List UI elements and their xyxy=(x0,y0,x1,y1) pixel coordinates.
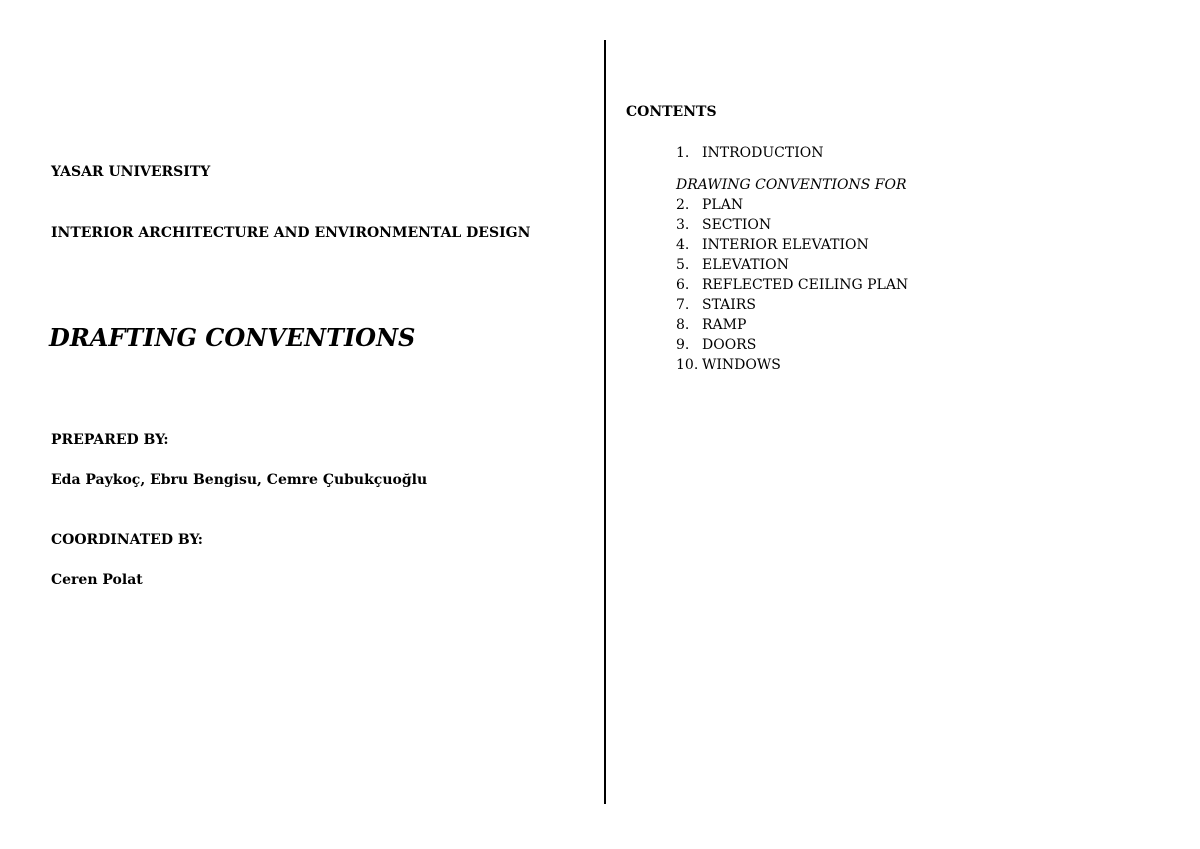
toc-item xyxy=(676,335,908,355)
toc-item xyxy=(676,143,908,163)
document-title: DRAFTING CONVENTIONS xyxy=(49,323,416,352)
toc-item xyxy=(676,295,908,315)
toc-item-number: 3. xyxy=(676,217,690,233)
toc-item-label: SECTION xyxy=(702,217,772,233)
toc-item-label: PLAN xyxy=(702,197,744,213)
toc-item-label: WINDOWS xyxy=(702,357,781,373)
toc-item xyxy=(676,275,908,295)
toc-item xyxy=(676,215,908,235)
toc-item-label: REFLECTED CEILING PLAN xyxy=(702,277,909,293)
toc-item-number: 2. xyxy=(676,197,690,213)
toc-item-number: 4. xyxy=(676,237,690,253)
coordinated-by-name: Ceren Polat xyxy=(51,572,143,588)
page-divider xyxy=(604,40,606,804)
contents-heading: CONTENTS xyxy=(626,104,717,120)
table-of-contents xyxy=(676,143,908,375)
toc-item-list xyxy=(676,195,908,375)
toc-item xyxy=(676,315,908,335)
toc-item xyxy=(676,195,908,215)
toc-item xyxy=(676,235,908,255)
toc-item-number: 10. xyxy=(676,357,699,373)
toc-item-number: 6. xyxy=(676,277,690,293)
university-name: YASAR UNIVERSITY xyxy=(51,164,211,180)
toc-item xyxy=(676,355,908,375)
toc-item-number: 7. xyxy=(676,297,690,313)
toc-item xyxy=(676,255,908,275)
toc-item-label: INTERIOR ELEVATION xyxy=(702,237,869,253)
toc-item-label: ELEVATION xyxy=(702,257,789,273)
coordinated-by-label: COORDINATED BY: xyxy=(51,532,203,548)
right-page xyxy=(608,0,1200,849)
toc-item-number: 8. xyxy=(676,317,690,333)
department-name: INTERIOR ARCHITECTURE AND ENVIRONMENTAL DESIGN xyxy=(51,225,531,241)
toc-item-number: 1. xyxy=(676,145,690,161)
toc-item-label: RAMP xyxy=(702,317,747,333)
toc-item-label: DOORS xyxy=(702,337,757,353)
prepared-by-label: PREPARED BY: xyxy=(51,432,169,448)
toc-item-number: 5. xyxy=(676,257,690,273)
toc-item-number: 9. xyxy=(676,337,690,353)
toc-subheading: DRAWING CONVENTIONS FOR xyxy=(676,177,907,193)
toc-item-label: INTRODUCTION xyxy=(702,145,824,161)
toc-item-label: STAIRS xyxy=(702,297,756,313)
prepared-by-names: Eda Paykoç, Ebru Bengisu, Cemre Çubukçuoğlu xyxy=(51,472,428,488)
